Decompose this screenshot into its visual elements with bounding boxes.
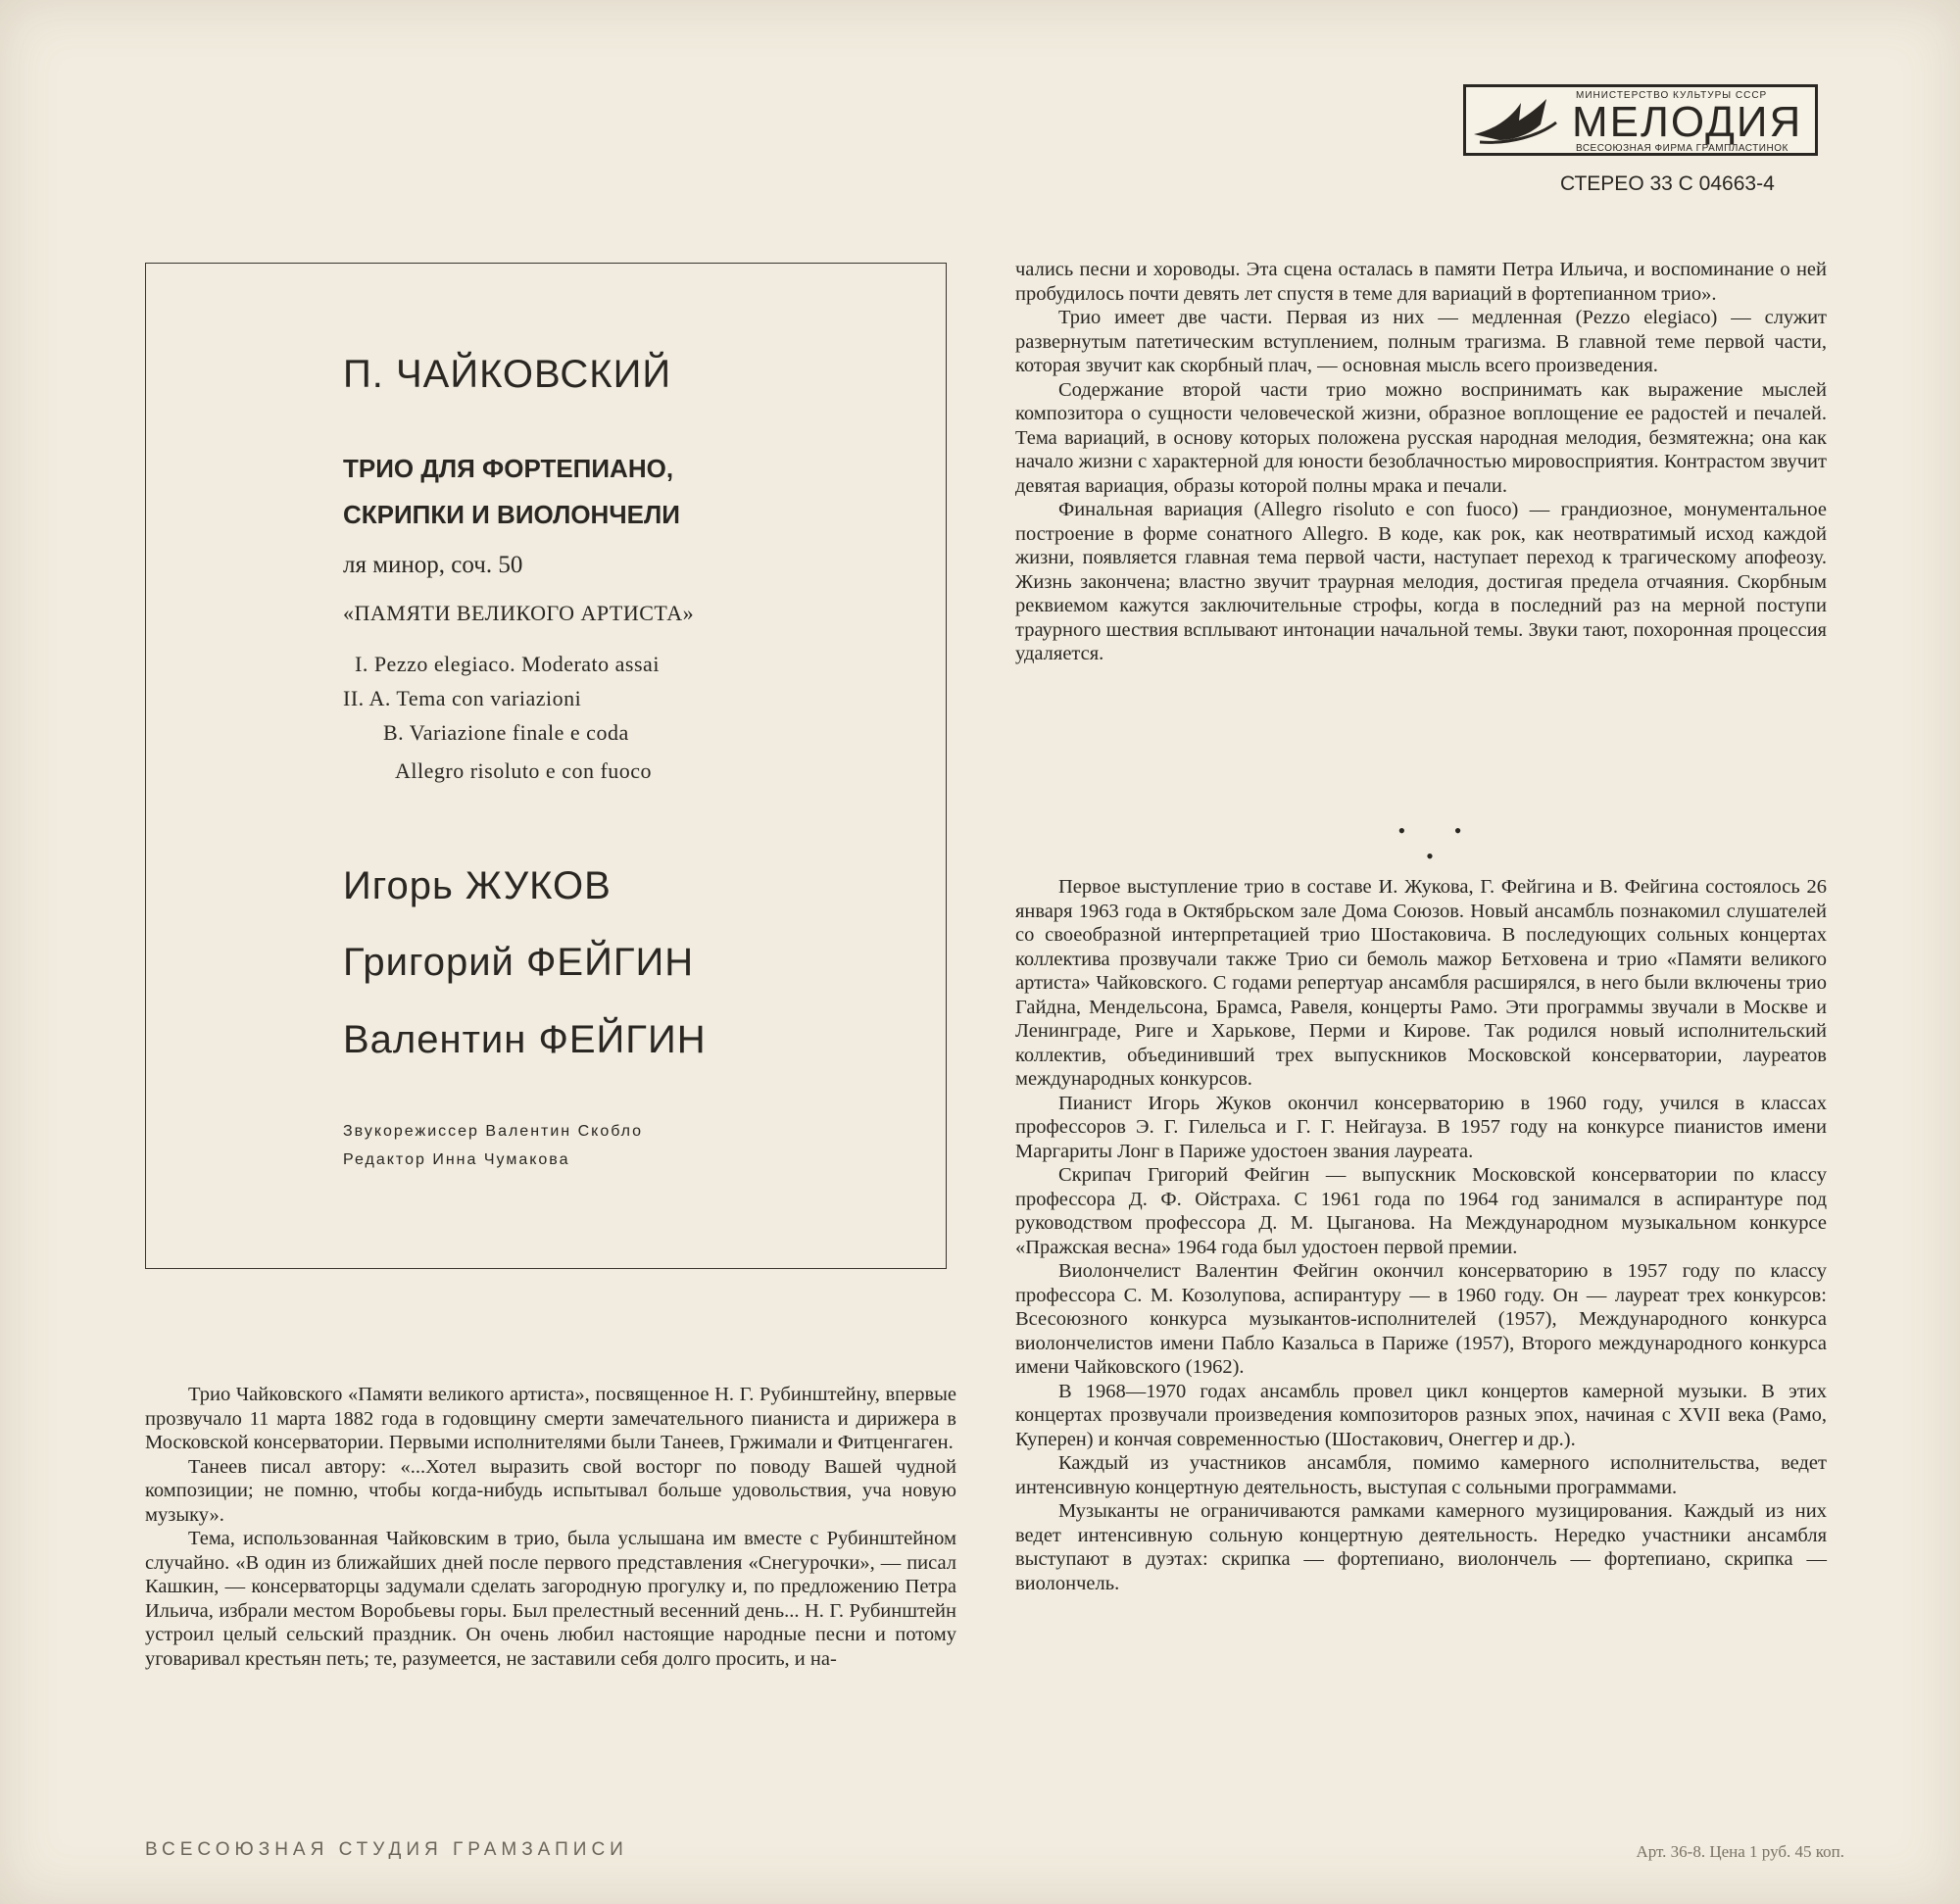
work-dedication: «ПАМЯТИ ВЕЛИКОГО АРТИСТА» [343,601,695,625]
paragraph: Содержание второй части трио можно воспринимать как выражение мыслей композитора о сущности человеческой жизни, образное воплощение ее радостей и печалей. Тема вариаций, в основу которых положена русская народная мелодия, безмятежна; она как начало жизни с характерной для юности безоблачностью мировосприятия. Контрастом звучит девятая вариация, образы которой полны мрака и печали. [1015,378,1827,497]
logo-firm-text: ВСЕСОЮЗНАЯ ФИРМА ГРАМПЛАСТИНОК [1576,143,1788,154]
performer-violinist: Григорий ФЕЙГИН [343,941,695,984]
movement-1: I. Pezzo elegiaco. Moderato assai [355,652,660,676]
footer-studio: ВСЕСОЮЗНАЯ СТУДИЯ ГРАМЗАПИСИ [145,1839,628,1860]
composer-name: П. ЧАЙКОВСКИЙ [343,353,672,396]
movement-2b-tempo: Allegro risoluto e con fuoco [395,758,653,783]
paragraph: Первое выступление трио в составе И. Жукова, Г. Фейгина и В. Фейгина состоялось 26 января 1963 года в Октябрьском зале Дома Союзов. Новый ансамбль познакомил слушателей со своеобразной интерпретацией трио Шостаковича. В последующих сольных концертах коллектива прозвучали также Трио си бемоль мажор Бетховена и трио «Памяти великого артиста» Чайковского. С годами репертуар ансамбля расширялся, в него были включены трио Гайдна, Мендельсона, Брамса, Равеля, концерты Рамо. Эти программы звучали в Москве и Ленинграде, Риге и Харькове, Перми и Кирове. Так родился новый исполнительский коллектив, объединивший трех выпускников Московской консерватории, лауреатов международных конкурсов. [1015,876,1827,1090]
paragraph: Тема, использованная Чайковским в трио, была услышана им вместе с Рубинштейном случайно. «В один из ближайших дней после первого представления «Снегурочки», — писал Кашкин, — консерваторцы задумали сделать загородную прогулку и, по предложению Петра Ильича, избрали местом Воробьевы горы. Был прелестный весенний день... Н. Г. Рубинштейн устроил целый сельский праздник. Он очень любил настоящие народные песни и потому уговаривал крестьян петь; те, разумеется, не заставили себя долго просить, и на- [145,1528,956,1670]
work-title-line1: ТРИО ДЛЯ ФОРТЕПИАНО, [343,454,674,483]
credit-editor: Редактор Инна Чумакова [343,1151,570,1168]
credit-sound-engineer: Звукорежиссер Валентин Скобло [343,1123,644,1140]
movement-2b: B. Variazione finale e coda [383,720,629,745]
logo-ministry-text: МИНИСТЕРСТВО КУЛЬТУРЫ СССР [1576,90,1768,101]
paragraph: чались песни и хороводы. Эта сцена осталась в памяти Петра Ильича, и воспоминание о ней пробудилось почти девять лет спустя в теме для вариаций в фортепианном трио». [1015,259,1827,305]
footer-price: Арт. 36-8. Цена 1 руб. 45 коп. [1636,1842,1844,1861]
paragraph: Пианист Игорь Жуков окончил консерваторию в 1960 году, учился в классах профессоров Э. Г. Гилельса и Г. Г. Нейгауза. В 1957 году на конкурсе пианистов имени Маргариты Лонг в Париже удостоен звания лауреата. [1015,1092,1827,1162]
liner-notes-right-top [1015,258,1827,666]
paragraph: Финальная вариация (Allegro risoluto e con fuoco) — грандиозное, монументальное построение в форме сонатного Allegro. В коде, как рок, как неотвратимый исход каждой жизни, появляется главная тема первой части, наступает переход к трагическому апофеозу. Жизнь закончена; властно звучит траурная мелодия, достигая предела отчаяния. Скорбным реквиемом кажутся заключительные строфы, когда в последний раз на мерной поступи траурного шествия всплывают интонации начальной темы. Звуки тают, похоронная процессия удаляется. [1015,499,1827,664]
paragraph: Танеев писал автору: «...Хотел выразить свой восторг по поводу Вашей чудной композиции; не помню, чтобы когда-нибудь испытывал больше удовольствия, уча новую музыку». [145,1455,956,1526]
paragraph: Скрипач Григорий Фейгин — выпускник Московской консерватории по классу профессора Д. Ф. Ойстраха. С 1961 года по 1964 год занимался в аспирантуре под руководством профессора Д. М. Цыганова. На Международном музыкальном конкурсе «Пражская весна» 1964 года был удостоен первой премии. [1015,1164,1827,1258]
melodiya-emblem-icon [1470,91,1560,150]
paragraph: Каждый из участников ансамбля, помимо камерного исполнительства, ведет интенсивную концертную деятельность, выступая с сольными программами. [1015,1452,1827,1498]
section-separator: • • • [1397,818,1484,868]
paragraph: Музыканты не ограничиваются рамками камерного музицирования. Каждый из них ведет интенсивную сольную концертную деятельность. Нередко участники ансамбля выступают в дуэтах: скрипка — фортепиано, виолончель — фортепиано, скрипка — виолончель. [1015,1500,1827,1594]
melodiya-logo [1463,84,1818,156]
paragraph: В 1968—1970 годах ансамбль провел цикл концертов камерной музыки. В этих концертах прозвучали произведения композиторов разных эпох, начиная с XVII века (Рамо, Куперен) и кончая современностью (Шостакович, Онеггер и др.). [1015,1380,1827,1450]
paragraph: Виолончелист Валентин Фейгин окончил консерваторию в 1957 году по классу профессора С. М. Козолупова, аспирантуру — в 1960 году. Он — лауреат трех конкурсов: Всесоюзного конкурса музыкантов-исполнителей (1957), Международного конкурса виолончелистов имени Пабло Казальса в Париже (1957), Второго международного конкурса имени Чайковского (1962). [1015,1260,1827,1378]
paragraph: Трио Чайковского «Памяти великого артиста», посвященное Н. Г. Рубинштейну, впервые прозвучало 11 марта 1882 года в годовщину смерти замечательного пианиста и дирижера в Московской консерватории. Первыми исполнителями были Танеев, Гржимали и Фитценгаген. [145,1384,956,1453]
performer-pianist: Игорь ЖУКОВ [343,864,612,907]
work-title-line2: СКРИПКИ И ВИОЛОНЧЕЛИ [343,500,680,529]
work-key: ля минор, соч. 50 [343,552,523,578]
logo-brand-name: МЕЛОДИЯ [1572,98,1803,146]
performer-cellist: Валентин ФЕЙГИН [343,1018,707,1061]
catalog-number: СТЕРЕО 33 С 04663-4 [1560,172,1775,195]
liner-notes-left [145,1383,956,1671]
movement-2a: II. A. Tema con variazioni [343,686,582,710]
liner-notes-right-bottom [1015,875,1827,1595]
paragraph: Трио имеет две части. Первая из них — медленная (Pezzo elegiaco) — служит развернутым патетическим вступлением, полным трагизма. В главной теме первой части, которая звучит как скорбный плач, — основная мысль всего произведения. [1015,307,1827,376]
